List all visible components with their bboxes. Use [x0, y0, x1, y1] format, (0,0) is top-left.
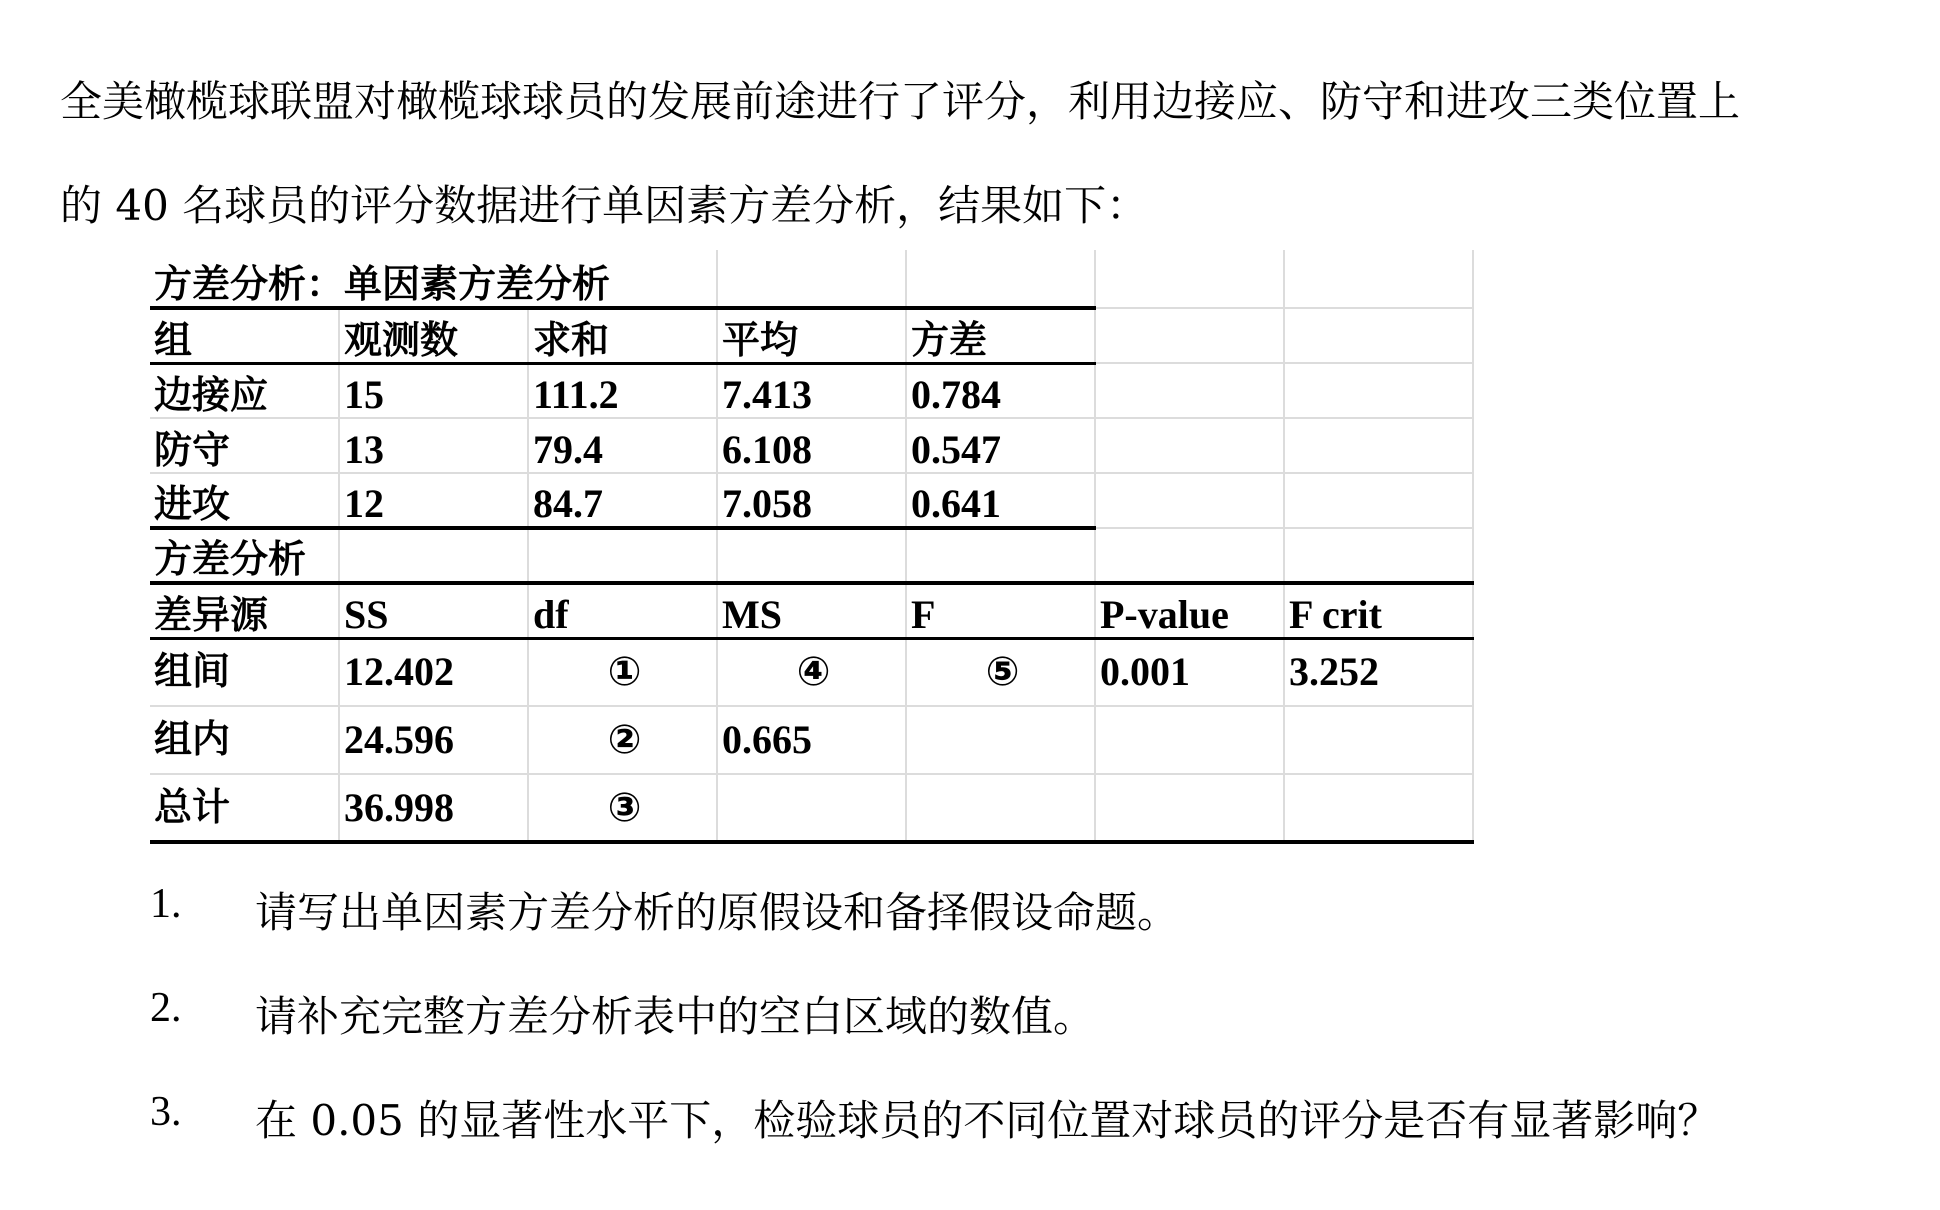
cell-value [1284, 774, 1473, 842]
table-row [150, 706, 1473, 774]
source-label: 总计 [150, 774, 339, 842]
col-header-mean: 平均 [717, 308, 906, 363]
cell-value: 24.596 [339, 706, 528, 774]
col-header-ss: SS [339, 583, 528, 638]
blank-marker-1: ① [528, 638, 717, 706]
cell-value [1284, 706, 1473, 774]
table-row [150, 418, 1473, 473]
question-number: 1. [150, 881, 182, 927]
intro-line-2: 的 40 名球员的评分数据进行单因素方差分析，结果如下： [60, 181, 1149, 230]
blank-marker-2: ② [528, 706, 717, 774]
group-label: 防守 [150, 418, 339, 473]
cell-value [906, 774, 1095, 842]
col-header-group: 组 [150, 308, 339, 363]
cell-value: 0.784 [906, 363, 1095, 418]
cell-value [1095, 706, 1284, 774]
cell-value [717, 774, 906, 842]
cell-value: 111.2 [528, 363, 717, 418]
cell-value: 3.252 [1284, 638, 1473, 706]
source-label: 组内 [150, 706, 339, 774]
list-item [150, 1088, 1910, 1192]
cell-value [906, 706, 1095, 774]
col-header-variance: 方差 [906, 308, 1095, 363]
group-label: 边接应 [150, 363, 339, 418]
list-item [150, 984, 1910, 1088]
table-row [150, 774, 1473, 842]
col-header-source: 差异源 [150, 583, 339, 638]
col-header-f: F [906, 583, 1095, 638]
question-number: 2. [150, 985, 182, 1031]
cell-value: 15 [339, 363, 528, 418]
cell-value: 13 [339, 418, 528, 473]
col-header-df: df [528, 583, 717, 638]
group-label: 进攻 [150, 473, 339, 528]
cell-value: 12.402 [339, 638, 528, 706]
anova-header-row [150, 583, 1473, 638]
table-row [150, 363, 1473, 418]
question-list [150, 880, 1910, 1192]
table-title: 方差分析：单因素方差分析 [150, 250, 717, 308]
question-text: 请写出单因素方差分析的原假设和备择假设命题。 [255, 888, 1180, 937]
col-header-ms: MS [717, 583, 906, 638]
cell-value: 0.547 [906, 418, 1095, 473]
intro-line-1: 全美橄榄球联盟对橄榄球球员的发展前途进行了评分，利用边接应、防守和进攻三类位置上 [60, 77, 1741, 126]
table-row [150, 473, 1473, 528]
cell-value: 12 [339, 473, 528, 528]
blank-marker-4: ④ [717, 638, 906, 706]
question-text: 在 0.05 的显著性水平下，检验球员的不同位置对球员的评分是否有显著影响？ [255, 1096, 1720, 1145]
cell-value: 7.058 [717, 473, 906, 528]
cell-value: 0.001 [1095, 638, 1284, 706]
anova-table [150, 250, 1474, 844]
question-text: 请补充完整方差分析表中的空白区域的数值。 [255, 992, 1096, 1041]
col-header-count: 观测数 [339, 308, 528, 363]
cell-value [1095, 774, 1284, 842]
cell-value: 36.998 [339, 774, 528, 842]
cell-value: 84.7 [528, 473, 717, 528]
summary-header-row [150, 308, 1473, 363]
blank-marker-5: ⑤ [906, 638, 1095, 706]
cell-value: 6.108 [717, 418, 906, 473]
blank-marker-3: ③ [528, 774, 717, 842]
anova-title-row [150, 528, 1473, 583]
col-header-pvalue: P-value [1095, 583, 1284, 638]
table-row [150, 638, 1473, 706]
col-header-fcrit: F crit [1284, 583, 1473, 638]
cell-value: 0.641 [906, 473, 1095, 528]
table-title-row [150, 250, 1473, 308]
question-number: 3. [150, 1089, 182, 1135]
col-header-sum: 求和 [528, 308, 717, 363]
problem-intro [60, 50, 1900, 258]
source-label: 组间 [150, 638, 339, 706]
anova-table-container [150, 250, 1474, 844]
anova-section-title: 方差分析 [150, 528, 339, 583]
list-item [150, 880, 1910, 984]
cell-value: 79.4 [528, 418, 717, 473]
cell-value: 7.413 [717, 363, 906, 418]
cell-value: 0.665 [717, 706, 906, 774]
